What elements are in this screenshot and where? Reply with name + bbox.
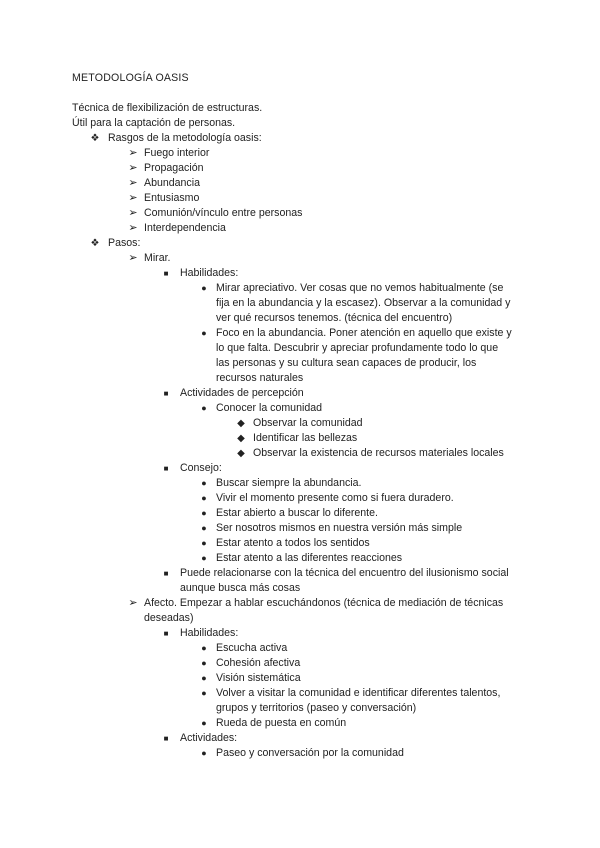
mirar-habilidad-line: recursos naturales [216,372,304,384]
afecto-habilidades-heading: Habilidades: [180,627,239,639]
filled-diamond-icon: ◆ [237,448,245,459]
afecto-actividades-heading: Actividades: [180,732,238,744]
square-bullet-icon: ■ [163,269,169,278]
arrow-bullet-icon: ➢ [128,147,138,159]
round-bullet-icon: ● [201,688,207,698]
mirar-habilidad-line: fija en la abundancia y la escasez). Observar a la comunidad y [216,297,511,309]
consejo-item: Estar atento a todos los sentidos [216,537,370,549]
arrow-bullet-icon: ➢ [128,177,138,189]
pasos-heading: Pasos: [108,237,141,249]
afecto-label: deseadas) [144,612,194,624]
round-bullet-icon: ● [201,538,207,548]
mirar-habilidad-line: ver qué recursos tenemos. (técnica del encuentro) [216,312,453,324]
round-bullet-icon: ● [201,328,207,338]
round-bullet-icon: ● [201,478,207,488]
consejo-item: Ser nosotros mismos en nuestra versión más simple [216,522,463,534]
afecto-habilidad-item: Escucha activa [216,642,288,654]
round-bullet-icon: ● [201,718,207,728]
relacion-line: aunque busca más cosas [180,582,301,594]
afecto-habilidad-item: Cohesión afectiva [216,657,301,669]
rasgo-item: Comunión/vínculo entre personas [144,207,303,219]
arrow-bullet-icon: ➢ [128,252,138,264]
round-bullet-icon: ● [201,523,207,533]
round-bullet-icon: ● [201,508,207,518]
round-bullet-icon: ● [201,403,207,413]
filled-diamond-icon: ◆ [237,433,245,444]
arrow-bullet-icon: ➢ [128,207,138,219]
actividad-sub-item: Observar la comunidad [253,417,363,429]
document-title: METODOLOGÍA OASIS [72,72,189,84]
square-bullet-icon: ■ [163,629,169,638]
afecto-actividad-item: Paseo y conversación por la comunidad [216,747,404,759]
round-bullet-icon: ● [201,553,207,563]
diamond-bullet-icon: ❖ [90,133,100,144]
consejo-item: Estar atento a las diferentes reacciones [216,552,403,564]
relacion-line: Puede relacionarse con la técnica del encuentro del ilusionismo social [180,567,509,579]
rasgo-item: Propagación [144,162,204,174]
conocer-comunidad: Conocer la comunidad [216,402,322,414]
mirar-habilidad-line: Foco en la abundancia. Poner atención en aquello que existe y [216,327,512,339]
round-bullet-icon: ● [201,643,207,653]
round-bullet-icon: ● [201,283,207,293]
mirar-habilidad-line: Mirar apreciativo. Ver cosas que no vemos habitualmente (se [216,282,504,294]
mirar-habilidades-heading: Habilidades: [180,267,239,279]
round-bullet-icon: ● [201,748,207,758]
arrow-bullet-icon: ➢ [128,192,138,204]
arrow-bullet-icon: ➢ [128,597,138,609]
consejo-heading: Consejo: [180,462,222,474]
consejo-item: Buscar siempre la abundancia. [216,477,362,489]
consejo-item: Vivir el momento presente como si fuera duradero. [216,492,454,504]
consejo-item: Estar abierto a buscar lo diferente. [216,507,378,519]
rasgo-item: Abundancia [144,177,200,189]
actividades-percepcion-heading: Actividades de percepción [180,387,304,399]
diamond-bullet-icon: ❖ [90,238,100,249]
round-bullet-icon: ● [201,673,207,683]
afecto-habilidad-item: grupos y territorios (paseo y conversación) [216,702,417,714]
mirar-habilidad-line: lo que falta. Descubrir y apreciar profundamente todo lo que [216,342,499,354]
mirar-habilidad-line: las personas y su cultura sean capaces de producir, los [216,357,477,369]
arrow-bullet-icon: ➢ [128,222,138,234]
round-bullet-icon: ● [201,493,207,503]
round-bullet-icon: ● [201,658,207,668]
afecto-label: Afecto. Empezar a hablar escuchándonos (técnica de mediación de técnicas [144,597,504,609]
rasgo-item: Fuego interior [144,147,210,159]
rasgo-item: Entusiasmo [144,192,200,204]
arrow-bullet-icon: ➢ [128,162,138,174]
square-bullet-icon: ■ [163,464,169,473]
intro-line-2: Útil para la captación de personas. [72,117,236,129]
mirar-label: Mirar. [144,252,171,264]
afecto-habilidad-item: Volver a visitar la comunidad e identificar diferentes talentos, [216,687,501,699]
afecto-habilidad-item: Rueda de puesta en común [216,717,347,729]
afecto-habilidad-item: Visión sistemática [216,672,301,684]
rasgos-heading: Rasgos de la metodología oasis: [108,132,262,144]
actividad-sub-item: Identificar las bellezas [253,432,358,444]
square-bullet-icon: ■ [163,389,169,398]
square-bullet-icon: ■ [163,734,169,743]
rasgo-item: Interdependencia [144,222,226,234]
intro-line-1: Técnica de flexibilización de estructuras. [72,102,263,114]
actividad-sub-item: Observar la existencia de recursos materiales locales [253,447,504,459]
square-bullet-icon: ■ [163,569,169,578]
filled-diamond-icon: ◆ [237,418,245,429]
